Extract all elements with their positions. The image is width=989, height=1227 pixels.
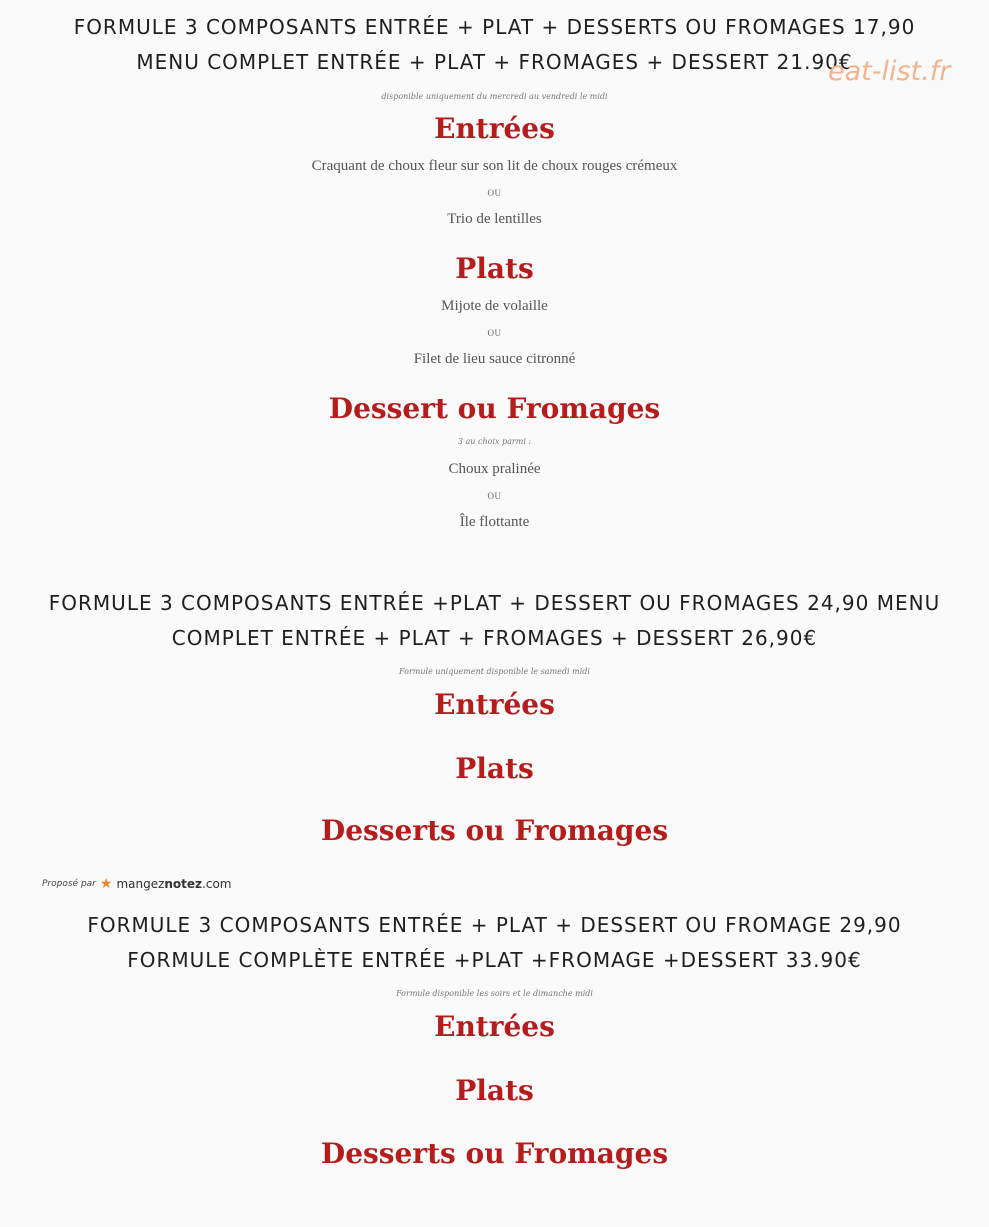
watermark-logo: eat-list.fr — [828, 56, 951, 87]
star-icon: ★ — [99, 876, 113, 892]
section1-dessert-item-2: Île flottante — [459, 514, 530, 530]
section1-plat-item-2: Filet de lieu sauce citronné — [413, 351, 576, 367]
section3-desserts-heading: Desserts ou Fromages — [320, 1137, 669, 1170]
section1-plats-heading: Plats — [455, 252, 534, 285]
section1-availability-note: disponible uniquement du mercredi au vendredi le midi — [381, 92, 608, 101]
section1-or-separator-1: OU — [487, 188, 502, 198]
section1-desserts-note: 3 au choix parmi : — [457, 437, 532, 446]
section3-availability-note: Formule disponible les soirs et le dimanche midi — [396, 989, 593, 998]
section2-plats-heading: Plats — [455, 752, 534, 785]
section2-entrees-heading: Entrées — [434, 688, 555, 721]
section1-entrees-heading: Entrées — [434, 112, 555, 145]
mangeznotez-logo — [116, 877, 231, 891]
section2-formula-line1: FORMULE 3 COMPOSANTS ENTRÉE +PLAT + DESSERT OU FROMAGES 24,90 MENU — [48, 591, 941, 615]
section2-availability-note: Formule uniquement disponible le samedi midi — [399, 667, 590, 676]
section3-entrees-heading: Entrées — [434, 1010, 555, 1043]
section2-desserts-heading: Desserts ou Fromages — [320, 814, 669, 847]
brand-bold: notez — [164, 877, 203, 891]
section1-desserts-heading: Dessert ou Fromages — [328, 392, 661, 425]
proposer-badge — [42, 876, 232, 892]
section1-or-separator-2: OU — [487, 328, 502, 338]
section3-plats-heading: Plats — [455, 1074, 534, 1107]
section1-entree-item-2: Trio de lentilles — [447, 211, 542, 227]
section1-or-separator-3: OU — [487, 491, 502, 501]
section3-formula-line1: FORMULE 3 COMPOSANTS ENTRÉE + PLAT + DESSERT OU FROMAGE 29,90 — [87, 913, 902, 937]
section1-formula-line1: FORMULE 3 COMPOSANTS ENTRÉE + PLAT + DESSERTS OU FROMAGES 17,90 — [73, 15, 916, 39]
brand-suffix: .com — [202, 877, 232, 891]
brand-light: mangez — [116, 877, 165, 891]
section2-formula-line2: COMPLET ENTRÉE + PLAT + FROMAGES + DESSERT 26,90€ — [171, 626, 818, 650]
section1-dessert-item-1: Choux pralinée — [448, 461, 541, 477]
section1-plat-item-1: Mijote de volaille — [441, 298, 548, 314]
section3-formula-line2: FORMULE COMPLÈTE ENTRÉE +PLAT +FROMAGE +DESSERT 33.90€ — [127, 948, 862, 972]
section1-entree-item-1: Craquant de choux fleur sur son lit de choux rouges crémeux — [311, 158, 678, 174]
section1-formula-line2: MENU COMPLET ENTRÉE + PLAT + FROMAGES + DESSERT 21.90€ — [136, 50, 853, 74]
proposer-label: Proposé par — [42, 879, 96, 889]
